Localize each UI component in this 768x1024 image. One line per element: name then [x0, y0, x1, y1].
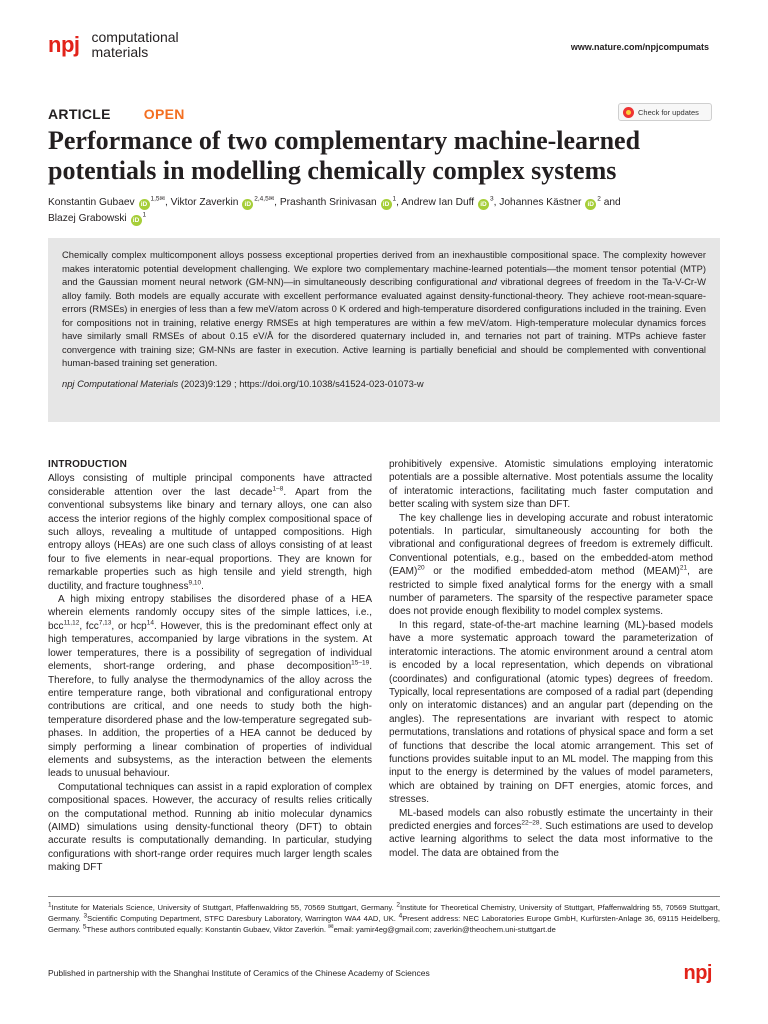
citation-ref[interactable]: 9,10 — [188, 579, 202, 587]
citation-ref[interactable]: 15–19 — [351, 659, 370, 667]
abstract-box — [48, 238, 720, 422]
crossmark-icon — [623, 107, 634, 118]
body-paragraph: A high mixing entropy stabilises the disordered phase of a HEA wherein elements randomly occupy sites of the simple lattices, i.e., bcc$^{11,12}$, fcc$^{7,13}$, or hcp$^{14}$. However, this is the predominant effect only at high temperatures, accompanied by large vibrations in the system. At lower temperatures, there is a possibility of segregation of individual elements, short-range ordering, and phase decomposition$^{15-19}$. Therefore, to fully analyse the thermodynamics of the alloy across the entire temperature range, both vibrational and configurational entropy contributions are critical, and one needs to study both the high-temperature disordered phase and the low-temperature segregated sub-phases. In addition, the properties of a HEA cannot be deduced by simply performing a linear combination of properties of individual elements and subsystems, as the interaction between the elements leads to unusual behaviour. — [48, 594, 372, 780]
journal-name-line1: computational — [91, 29, 179, 45]
author-affiliation: 1,5✉ — [150, 195, 165, 203]
article-title: Performance of two complementary machine-learned potentials in modelling chemically complex systems — [48, 126, 641, 185]
npj-logo-mark: npj — [48, 32, 80, 57]
article-type-row — [48, 106, 185, 122]
journal-name-line2: materials — [91, 44, 149, 60]
orcid-icon[interactable]: iD — [381, 199, 392, 210]
body-paragraph: Alloys consisting of multiple principal components have attracted considerable attention over the last decade$^{1-8}$. Apart from the conventional subsystems like binary and ternary alloys, one can also access the interior regions of the highly complex compositional space of such alloys, revealing a multitude of untapped compositions. High entropy alloys (HEAs) are one such class of alloys consisting of at least four to five elements in near-equal proportions. They are known for remarkable properties such as high tensile and yield strength, high ductility, and fracture toughness$^{9,10}$. — [48, 473, 372, 592]
author-name[interactable]: Blazej Grabowski — [48, 213, 127, 224]
body-paragraph: The key challenge lies in developing accurate and robust interatomic potentials. In particular, simultaneously accounting for both the vibrational and configurational degrees of freedom is extremely difficult. Conventional potentials, e.g., based on the embedded-atom method (EAM)$^{20}$ or the modified embedded-atom method (MEAM)$^{21}$, are restricted to simple fixed analytical forms for the energy with a small number of parameters. The sparsity of the respective parameter space does not provide enough flexibility to model complex systems. — [389, 512, 713, 618]
citation-ref[interactable]: 20 — [417, 564, 425, 572]
journal-name — [92, 30, 179, 60]
author-affiliation: 1 — [142, 211, 147, 219]
citation-journal: npj Computational Materials — [62, 377, 179, 389]
affiliation-footnotes: $^1$Institute for Materials Science, University of Stuttgart, Pfaffenwaldring 55, 70569 Stuttgart, Germany. $^2$Institute for Theoretical Chemistry, University of Stuttgart, Pfaffenwaldring 55, 70569 Stuttgart, Germany. $^3$Scientific Computing Department, STFC Daresbury Laboratory, Warrington WA4 4AD, UK. $^4$Present address: NEC Laboratories Europe GmbH, Kurfürsten-Anlage 36, 69115 Heidelberg, Germany. $^5$These authors contributed equally: Konstantin Gubaev, Viktor Zaverkin. ✉email: yamir4eg@gmail.com; zaverkin@theochem.uni-stuttgart.de — [48, 901, 721, 934]
body-column-left — [48, 458, 372, 875]
article-type-label: ARTICLE — [48, 106, 111, 122]
citation-ref[interactable]: 7,13 — [98, 619, 112, 627]
citation-ref[interactable]: 14 — [146, 619, 154, 627]
author-name[interactable]: Viktor Zaverkin — [170, 197, 239, 208]
author-name[interactable]: Konstantin Gubaev — [48, 197, 135, 208]
orcid-icon[interactable]: iD — [585, 199, 596, 210]
contact-email[interactable]: email: yamir4eg@gmail.com; zaverkin@theochem.uni-stuttgart.de — [333, 925, 556, 934]
citation-ref[interactable]: 21 — [679, 564, 688, 572]
journal-logo[interactable] — [48, 30, 179, 60]
body-paragraph: ML-based models can also robustly estimate the uncertainty in their predicted energies and forces$^{22-28}$. Such estimations are used to develop active learning algorithms to select the data most informative to the model. The data are obtained from the — [389, 807, 714, 859]
orcid-icon[interactable]: iD — [478, 199, 489, 210]
orcid-icon[interactable]: iD — [131, 215, 142, 226]
citation-line[interactable] — [62, 378, 706, 389]
email-icon: ✉ — [328, 923, 334, 931]
open-access-label: OPEN — [143, 106, 185, 122]
citation-ref[interactable]: 1–8 — [272, 485, 284, 493]
body-paragraph: In this regard, state-of-the-art machine learning (ML)-based models have a more systematic approach toward the parameterization of interatomic interactions. The atomic environment around a central atom is encoded by a local representation, which depends on vibrational (coordinates) and configurational (atomic types) degrees of freedom. Typically, local representations are composed of a radial part (depending only on interatomic distances) and an angular part (depending on the angles). The representations are invariant with respect to atomic permutations, translations and rotations of physical space and form a set of functions that describe the local atomic arrangement. This set of functions provides suitable input to an ML model. The mapping from this input to the energy is determined by the values of model parameters, which are obtained by training on DFT energies, atomic forces, and stresses. — [389, 619, 713, 806]
citation-doi: (2023)9:129 ; https://doi.org/10.1038/s41524-023-01073-w — [178, 377, 424, 389]
body-paragraph: prohibitively expensive. Atomistic simulations employing interatomic potentials are a possible alternative. Most potentials assume the locality of interatomic interactions, facilitating much faster computation and better scaling with system size than DFT. — [389, 459, 713, 511]
author-name[interactable]: Prashanth Srinivasan — [279, 197, 377, 208]
author-affiliation: 2,4,5✉ — [254, 195, 275, 203]
check-for-updates-button[interactable] — [618, 103, 712, 121]
body-paragraph: Computational techniques can assist in a rapid exploration of complex compositional spaces. However, the accuracy of results relies critically on the computational method. Running ab initio molecular dynamics (AIMD) simulations using density-functional theory (DFT) to obtain accurate results is computationally demanding. In particular, studying configurations with short-range order requires much larger length scales making DFT — [48, 781, 372, 874]
check-for-updates-label: Check for updates — [638, 107, 699, 117]
footer-npj-logo: npj — [683, 962, 712, 984]
author-affiliation: 1 — [392, 195, 397, 203]
section-heading: INTRODUCTION — [48, 459, 128, 470]
author-name[interactable]: Andrew Ian Duff — [401, 197, 475, 208]
orcid-icon[interactable]: iD — [242, 199, 253, 210]
publisher-note: Published in partnership with the Shanghai Institute of Ceramics of the Chinese Academy of Sciences — [48, 968, 430, 978]
body-column-right — [389, 458, 713, 860]
footnote-divider — [48, 896, 720, 897]
orcid-icon[interactable]: iD — [139, 199, 150, 210]
author-list: Konstantin Gubaev $iD^{1,5✉}$, Viktor Zaverkin $iD^{2,4,5✉}$, Prashanth Srinivasan $iD^1$, Andrew Ian Duff $iD^3$, Johannes Kästner $iD^2$ and Blazej Grabowski $iD^1$ — [48, 195, 621, 224]
author-conjunction: and — [603, 197, 621, 208]
author-name[interactable]: Johannes Kästner — [499, 197, 582, 208]
citation-ref[interactable]: 11,12 — [63, 619, 80, 627]
author-affiliation: 3 — [489, 195, 494, 203]
author-affiliation: 2 — [597, 195, 601, 203]
citation-ref[interactable]: 22–28 — [521, 819, 540, 827]
journal-url[interactable]: www.nature.com/npjcompumats — [570, 42, 709, 52]
abstract-text: Chemically complex multicomponent alloys possess exceptional properties derived from an inexhaustible compositional space. The complexity however makes interatomic potential development challenging. We explore two complementary machine-learned potentials—the moment tensor potential (MTP) and the Gaussian moment neural network (GM-NN)—in simultaneously describing configurational and vibrational degrees of freedom in the Ta-V-Cr-W alloy family. Both models are equally accurate with excellent performance evaluated against density-functional-theory. They achieve root-mean-square-errors (RMSEs) in energies of less than a few meV/atom across 0 K ordered and high-temperature disordered configurations included in the training. Even for compositions not in training, relative energy RMSEs at high temperatures are within a few meV/atom. High-temperature molecular dynamics forces have similarly small RMSEs of about 0.15 eV/Å for the disordered quaternary included in, and ternaries not part of training. MTPs achieve faster convergence with training size; GM-NNs are faster in execution. Active learning is partially beneficial and should be complemented with conventional human-based training set generation. — [62, 249, 706, 368]
